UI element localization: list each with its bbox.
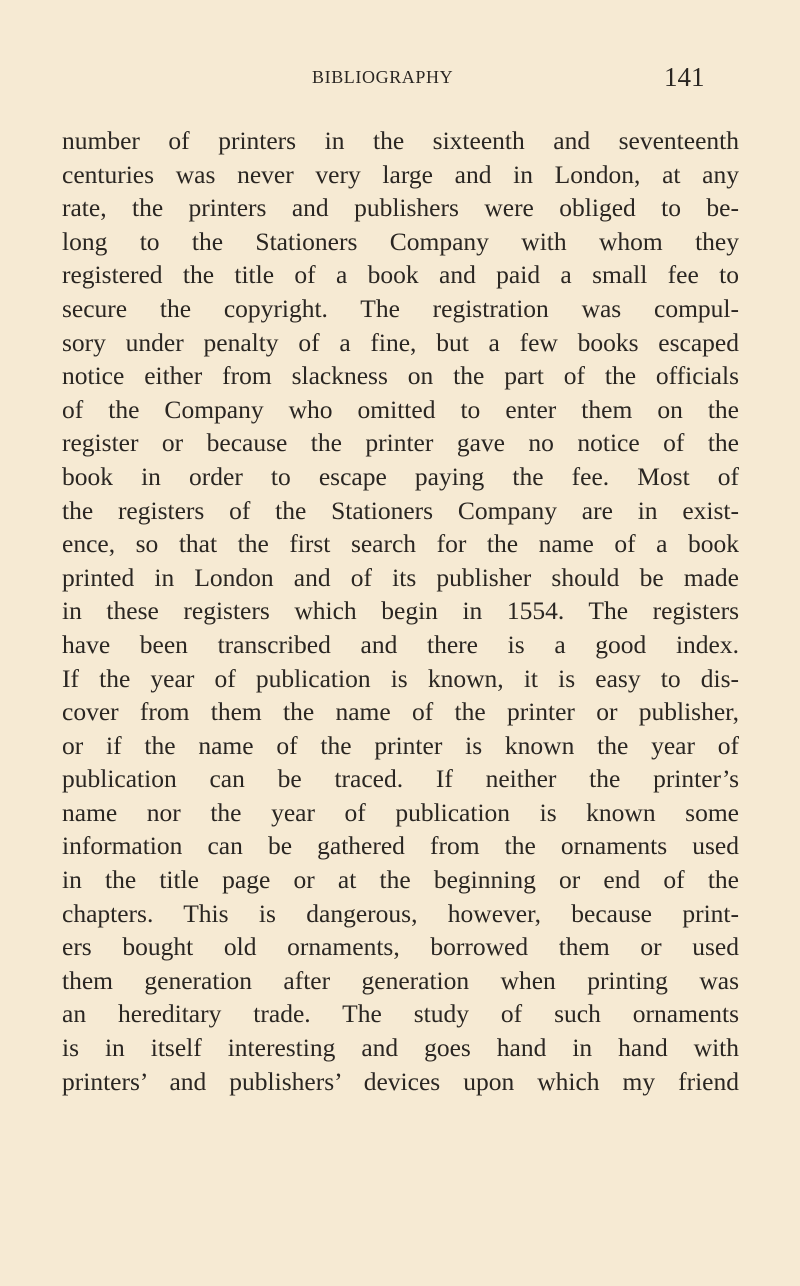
- text-line: ence, so that the first search for the name of a book: [62, 529, 739, 559]
- text-line: of the Company who omitted to enter them on the: [62, 394, 739, 424]
- text-line: cover from them the name of the printer or publisher,: [62, 697, 739, 727]
- text-line: centuries was never very large and in London, at any: [62, 159, 739, 189]
- text-line: sory under penalty of a fine, but a few books escaped: [62, 327, 739, 357]
- text-line: rate, the printers and publishers were obliged to be-: [62, 193, 739, 223]
- text-line: in these registers which begin in 1554. The registers: [62, 596, 739, 626]
- page-number: 141: [664, 62, 705, 92]
- text-line: have been transcribed and there is a good index.: [62, 629, 739, 659]
- text-line: them generation after generation when printing was: [62, 965, 739, 995]
- text-line: publication can be traced. If neither the printer’s: [62, 764, 739, 794]
- text-line: book in order to escape paying the fee. Most of: [62, 461, 739, 491]
- text-line: If the year of publication is known, it is easy to dis-: [62, 663, 739, 693]
- text-line: the registers of the Stationers Company are in exist-: [62, 495, 739, 525]
- body-text: [62, 124, 739, 1098]
- running-head-title: BIBLIOGRAPHY: [312, 67, 454, 87]
- text-line: number of printers in the sixteenth and seventeenth: [62, 126, 739, 155]
- text-line: in the title page or at the beginning or end of the: [62, 865, 739, 895]
- text-line: information can be gathered from the ornaments used: [62, 831, 739, 861]
- text-line: notice either from slackness on the part of the officials: [62, 361, 739, 391]
- text-line: or if the name of the printer is known the year of: [62, 730, 739, 760]
- text-line: ers bought old ornaments, borrowed them or used: [62, 932, 739, 962]
- text-line: an hereditary trade. The study of such ornaments: [62, 999, 739, 1029]
- text-line: is in itself interesting and goes hand in hand with: [62, 1033, 739, 1063]
- running-head: [0, 62, 800, 92]
- text-line: registered the title of a book and paid a small fee to: [62, 260, 739, 290]
- text-line: secure the copyright. The registration was compul-: [62, 293, 739, 323]
- text-line: register or because the printer gave no notice of the: [62, 428, 739, 458]
- text-line: printers’ and publishers’ devices upon which my friend: [62, 1066, 739, 1096]
- text-line: chapters. This is dangerous, however, because print-: [62, 898, 739, 928]
- text-line: long to the Stationers Company with whom they: [62, 226, 739, 256]
- text-line: name nor the year of publication is known some: [62, 797, 739, 827]
- text-line: printed in London and of its publisher should be made: [62, 562, 739, 592]
